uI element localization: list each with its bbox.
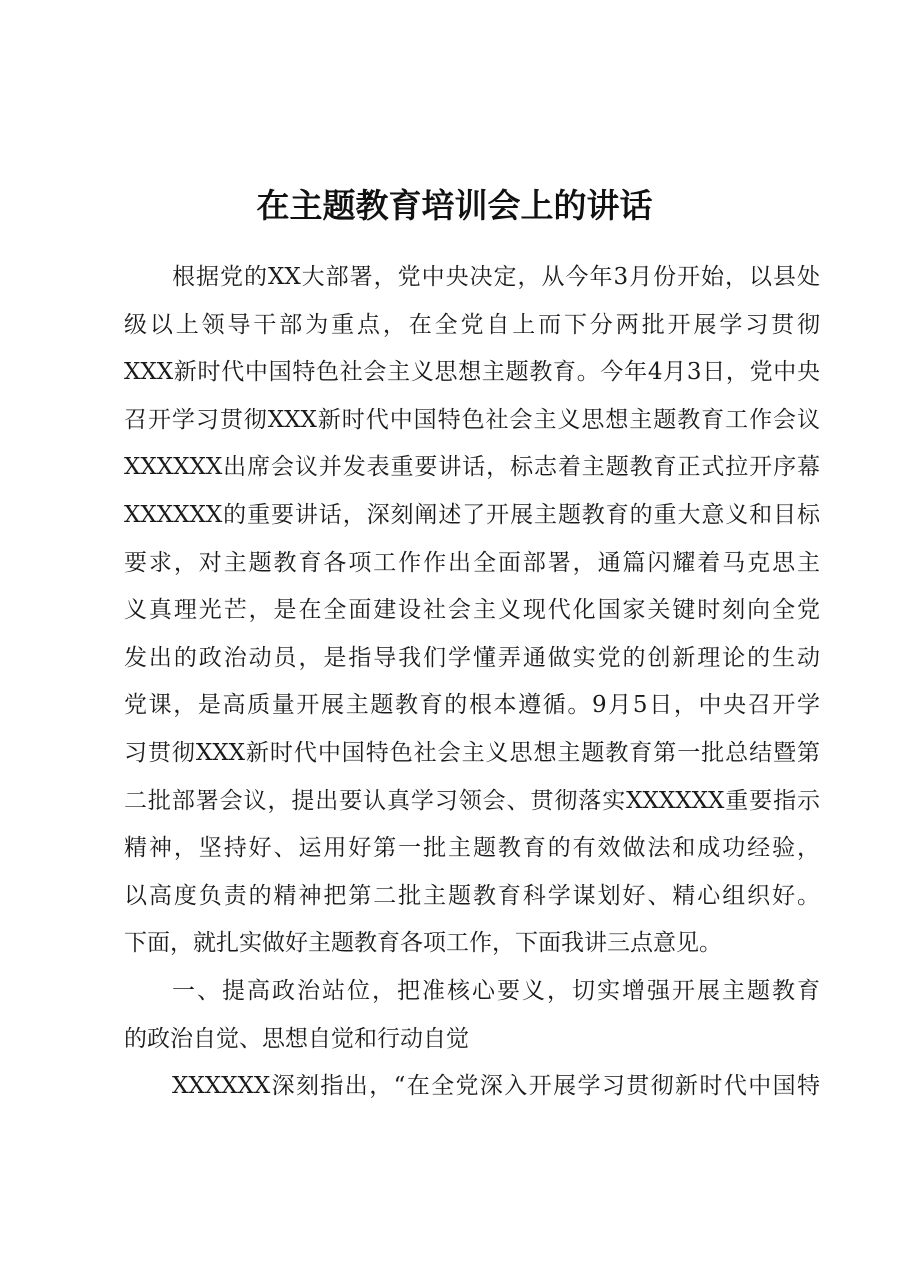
text-line: 以高度负责的精神把第二批主题教育科学谋划好、精心组织好。 <box>124 882 820 909</box>
document-title: 在主题教育培训会上的讲话 <box>256 186 653 225</box>
text-line: 要求，对主题教育各项工作作出全面部署，通篇闪耀着马克思主 <box>124 549 820 576</box>
text-line: 下面，就扎实做好主题教育各项工作，下面我讲三点意见。 <box>124 930 722 957</box>
section-heading-line: 一、提高政治站位，把准核心要义，切实增强开展主题教育 <box>172 977 820 1004</box>
text-line: 二批部署会议，提出要认真学习领会、贯彻落实XXXXXX重要指示 <box>124 787 820 814</box>
text-line: XXXXXX出席会议并发表重要讲话，标志着主题教育正式拉开序幕 <box>124 454 820 481</box>
section-heading-line: 的政治自觉、思想自觉和行动自觉 <box>124 1025 469 1052</box>
text-line: 党课，是高质量开展主题教育的根本遵循。9月5日，中央召开学 <box>124 692 820 719</box>
text-line: 召开学习贯彻XXX新时代中国特色社会主义思想主题教育工作会议 <box>124 406 820 433</box>
text-line: XXXXXX的重要讲话，深刻阐述了开展主题教育的重大意义和目标 <box>124 501 820 528</box>
text-line: XXX新时代中国特色社会主义思想主题教育。今年4月3日，党中央 <box>124 359 820 386</box>
document-body <box>124 254 820 1111</box>
text-line: 习贯彻XXX新时代中国特色社会主义思想主题教育第一批总结暨第 <box>124 739 820 766</box>
text-line: 根据党的XX大部署，党中央决定，从今年3月份开始，以县处 <box>172 264 820 290</box>
text-line: 精神，坚持好、运用好第一批主题教育的有效做法和成功经验， <box>124 835 820 862</box>
text-line: 发出的政治动员，是指导我们学懂弄通做实党的创新理论的生动 <box>124 644 820 671</box>
text-line: 级以上领导干部为重点，在全党自上而下分两批开展学习贯彻 <box>124 311 820 338</box>
text-line: XXXXXX深刻指出，“在全党深入开展学习贯彻新时代中国特 <box>172 1073 820 1100</box>
text-line: 义真理光芒，是在全面建设社会主义现代化国家关键时刻向全党 <box>124 597 820 624</box>
